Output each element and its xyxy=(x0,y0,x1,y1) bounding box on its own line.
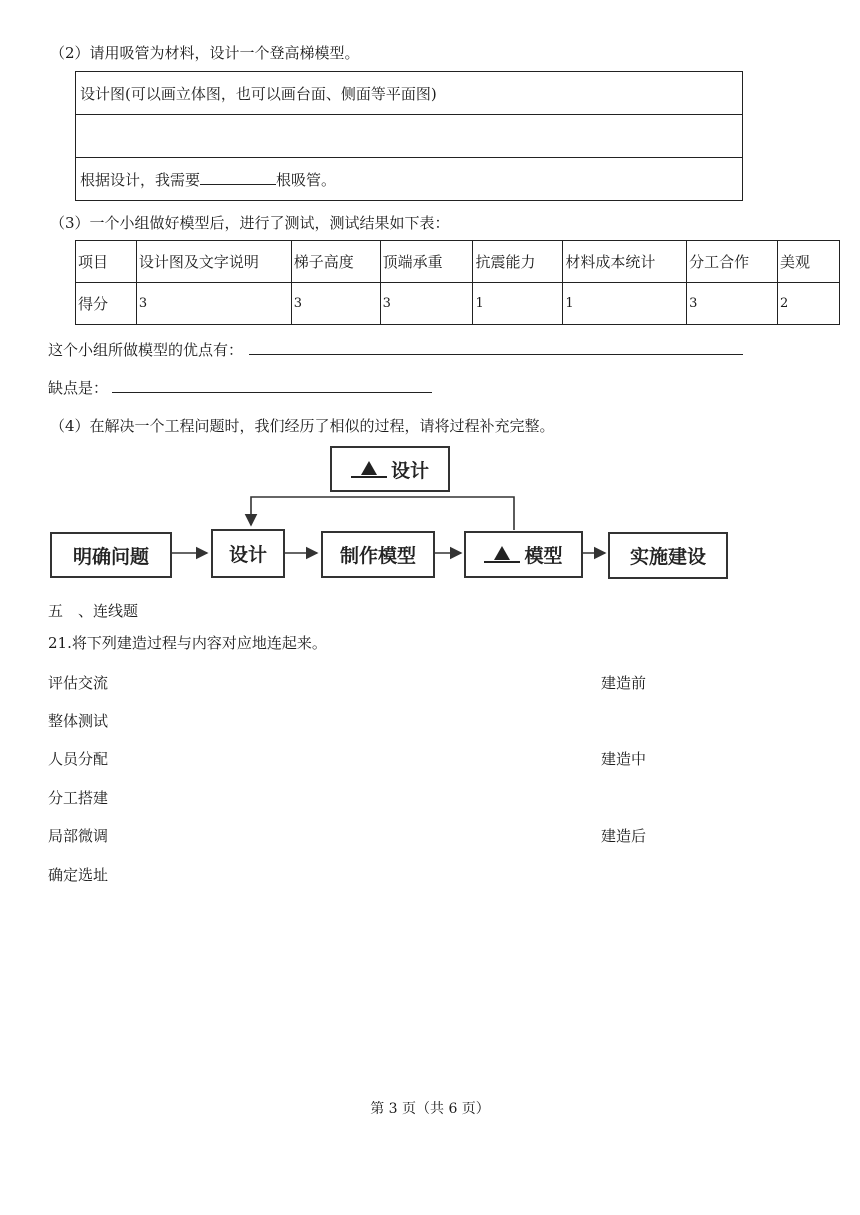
header-cell: 抗震能力 xyxy=(473,241,563,283)
triangle-marker-icon xyxy=(494,546,510,560)
left-item[interactable]: 分工搭建 xyxy=(48,789,109,807)
score-table-header-row xyxy=(76,241,840,283)
left-item[interactable]: 评估交流 xyxy=(48,674,109,692)
blank-improve[interactable] xyxy=(351,461,387,478)
right-item[interactable]: 建造前 xyxy=(601,674,647,692)
left-item[interactable]: 局部微调 xyxy=(48,827,109,845)
straw-count-suffix: 根吸管。 xyxy=(276,170,337,189)
flow-box-label: 设计 xyxy=(390,459,429,482)
question-21: 21.将下列建造过程与内容对应地连起来。 xyxy=(48,634,327,652)
flow-box-build-model: 制作模型 xyxy=(321,531,435,578)
score-cell: 1 xyxy=(473,283,563,325)
straw-count-prefix: 根据设计，我需要 xyxy=(80,170,201,189)
design-row-title: 设计图(可以画立体图，也可以画台面、侧面等平面图) xyxy=(76,72,743,115)
left-item[interactable]: 整体测试 xyxy=(48,712,109,730)
triangle-marker-icon xyxy=(361,461,377,475)
score-cell: 3 xyxy=(291,283,380,325)
page-number: 第 3 页（共 6 页） xyxy=(370,1101,490,1117)
header-cell: 分工合作 xyxy=(687,241,778,283)
score-cell: 1 xyxy=(563,283,687,325)
design-table xyxy=(75,71,743,201)
cons-line xyxy=(48,377,432,398)
q3-heading: （3）一个小组做好模型后，进行了测试，测试结果如下表： xyxy=(50,214,450,232)
score-cell: 2 xyxy=(778,283,840,325)
pros-line xyxy=(48,339,743,360)
section-title: 五 、连线题 xyxy=(48,602,139,620)
blank-model[interactable] xyxy=(484,546,520,563)
flow-box-model xyxy=(464,531,583,578)
feedback-arrow xyxy=(251,497,514,530)
flow-box-design: 设计 xyxy=(211,529,285,578)
header-cell: 顶端承重 xyxy=(380,241,473,283)
header-cell: 梯子高度 xyxy=(291,241,380,283)
score-cell: 得分 xyxy=(76,283,137,325)
pros-label: 这个小组所做模型的优点有： xyxy=(48,341,244,359)
right-item[interactable]: 建造中 xyxy=(601,750,647,768)
q2-heading: （2）请用吸管为材料，设计一个登高梯模型。 xyxy=(50,44,360,62)
flow-box-label: 模型 xyxy=(524,545,563,567)
q4-heading: （4）在解决一个工程问题时，我们经历了相似的过程，请将过程补充完整。 xyxy=(50,417,555,435)
score-cell: 3 xyxy=(380,283,473,325)
cons-label: 缺点是： xyxy=(48,379,109,397)
header-cell: 材料成本统计 xyxy=(563,241,687,283)
flow-box-improve-design xyxy=(330,446,450,492)
score-table-score-row xyxy=(76,283,840,325)
score-cell: 3 xyxy=(687,283,778,325)
left-item[interactable]: 人员分配 xyxy=(48,750,109,768)
design-straw-count-row xyxy=(76,158,743,201)
straw-count-blank[interactable] xyxy=(200,183,276,185)
flow-box-implement: 实施建设 xyxy=(608,532,728,579)
process-flow-diagram xyxy=(47,443,730,593)
left-item[interactable]: 确定选址 xyxy=(48,866,109,884)
cons-blank[interactable] xyxy=(112,391,432,393)
score-cell: 3 xyxy=(136,283,291,325)
pros-blank[interactable] xyxy=(249,353,743,355)
score-table xyxy=(75,240,840,325)
design-drawing-area[interactable] xyxy=(76,115,743,158)
header-cell: 设计图及文字说明 xyxy=(136,241,291,283)
flow-box-define-problem: 明确问题 xyxy=(50,532,172,578)
right-item[interactable]: 建造后 xyxy=(601,827,647,845)
header-cell: 美观 xyxy=(778,241,840,283)
header-cell: 项目 xyxy=(76,241,137,283)
